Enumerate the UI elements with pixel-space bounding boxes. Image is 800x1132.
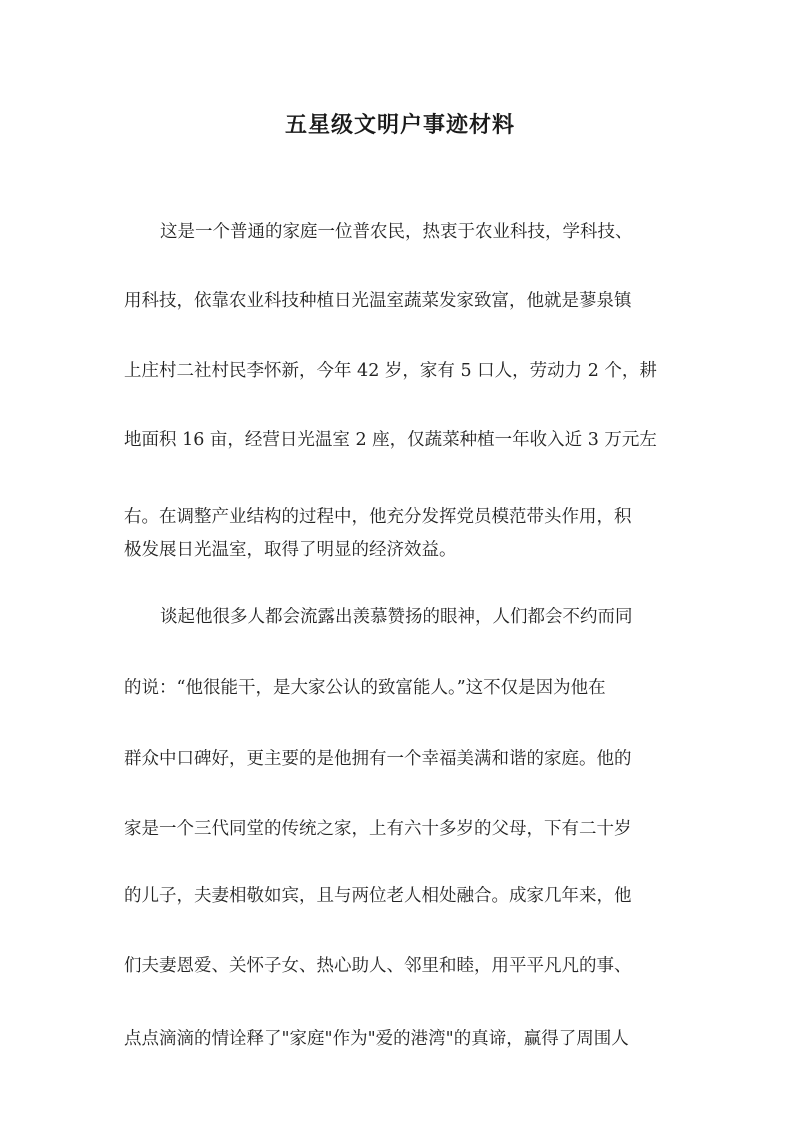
paragraph-line: 上庄村二社村民李怀新，今年 42 岁，家有 5 口人，劳动力 2 个，耕 <box>124 361 657 381</box>
paragraph-line: 们夫妻恩爱、关怀子女、热心助人、邻里和睦，用平平凡凡的事、 <box>124 956 632 976</box>
paragraph-line: 群众中口碑好，更主要的是他拥有一个幸福美满和谐的家庭。他的 <box>124 749 632 769</box>
document-title: 五星级文明户事迹材料 <box>284 112 515 138</box>
paragraph-line: 极发展日光温室，取得了明显的经济效益。 <box>124 540 457 560</box>
paragraph-line: 的儿子，夫妻相敬如宾，且与两位老人相处融合。成家几年来，他 <box>124 886 632 906</box>
paragraph-line: 右。在调整产业结构的过程中，他充分发挥党员模范带头作用，积 <box>124 507 632 527</box>
paragraph-line: 谈起他很多人都会流露出羡慕赞扬的眼神，人们都会不约而同 <box>160 607 633 627</box>
paragraph-line: 家是一个三代同堂的传统之家，上有六十多岁的父母，下有二十岁 <box>124 819 632 839</box>
paragraph-line: 的说：“他很能干，是大家公认的致富能人。”这不仅是因为他在 <box>124 678 606 698</box>
paragraph-line: 这是一个普通的家庭一位普农民，热衷于农业科技，学科技、 <box>160 222 633 242</box>
paragraph-line: 点点滴滴的情诠释了"家庭"作为"爱的港湾"的真谛，赢得了周围人 <box>124 1029 629 1049</box>
paragraph-line: 地面积 16 亩，经营日光温室 2 座，仅蔬菜种植一年收入近 3 万元左 <box>124 430 657 450</box>
paragraph-line: 用科技，依靠农业科技种植日光温室蔬菜发家致富，他就是蓼泉镇 <box>124 291 632 311</box>
